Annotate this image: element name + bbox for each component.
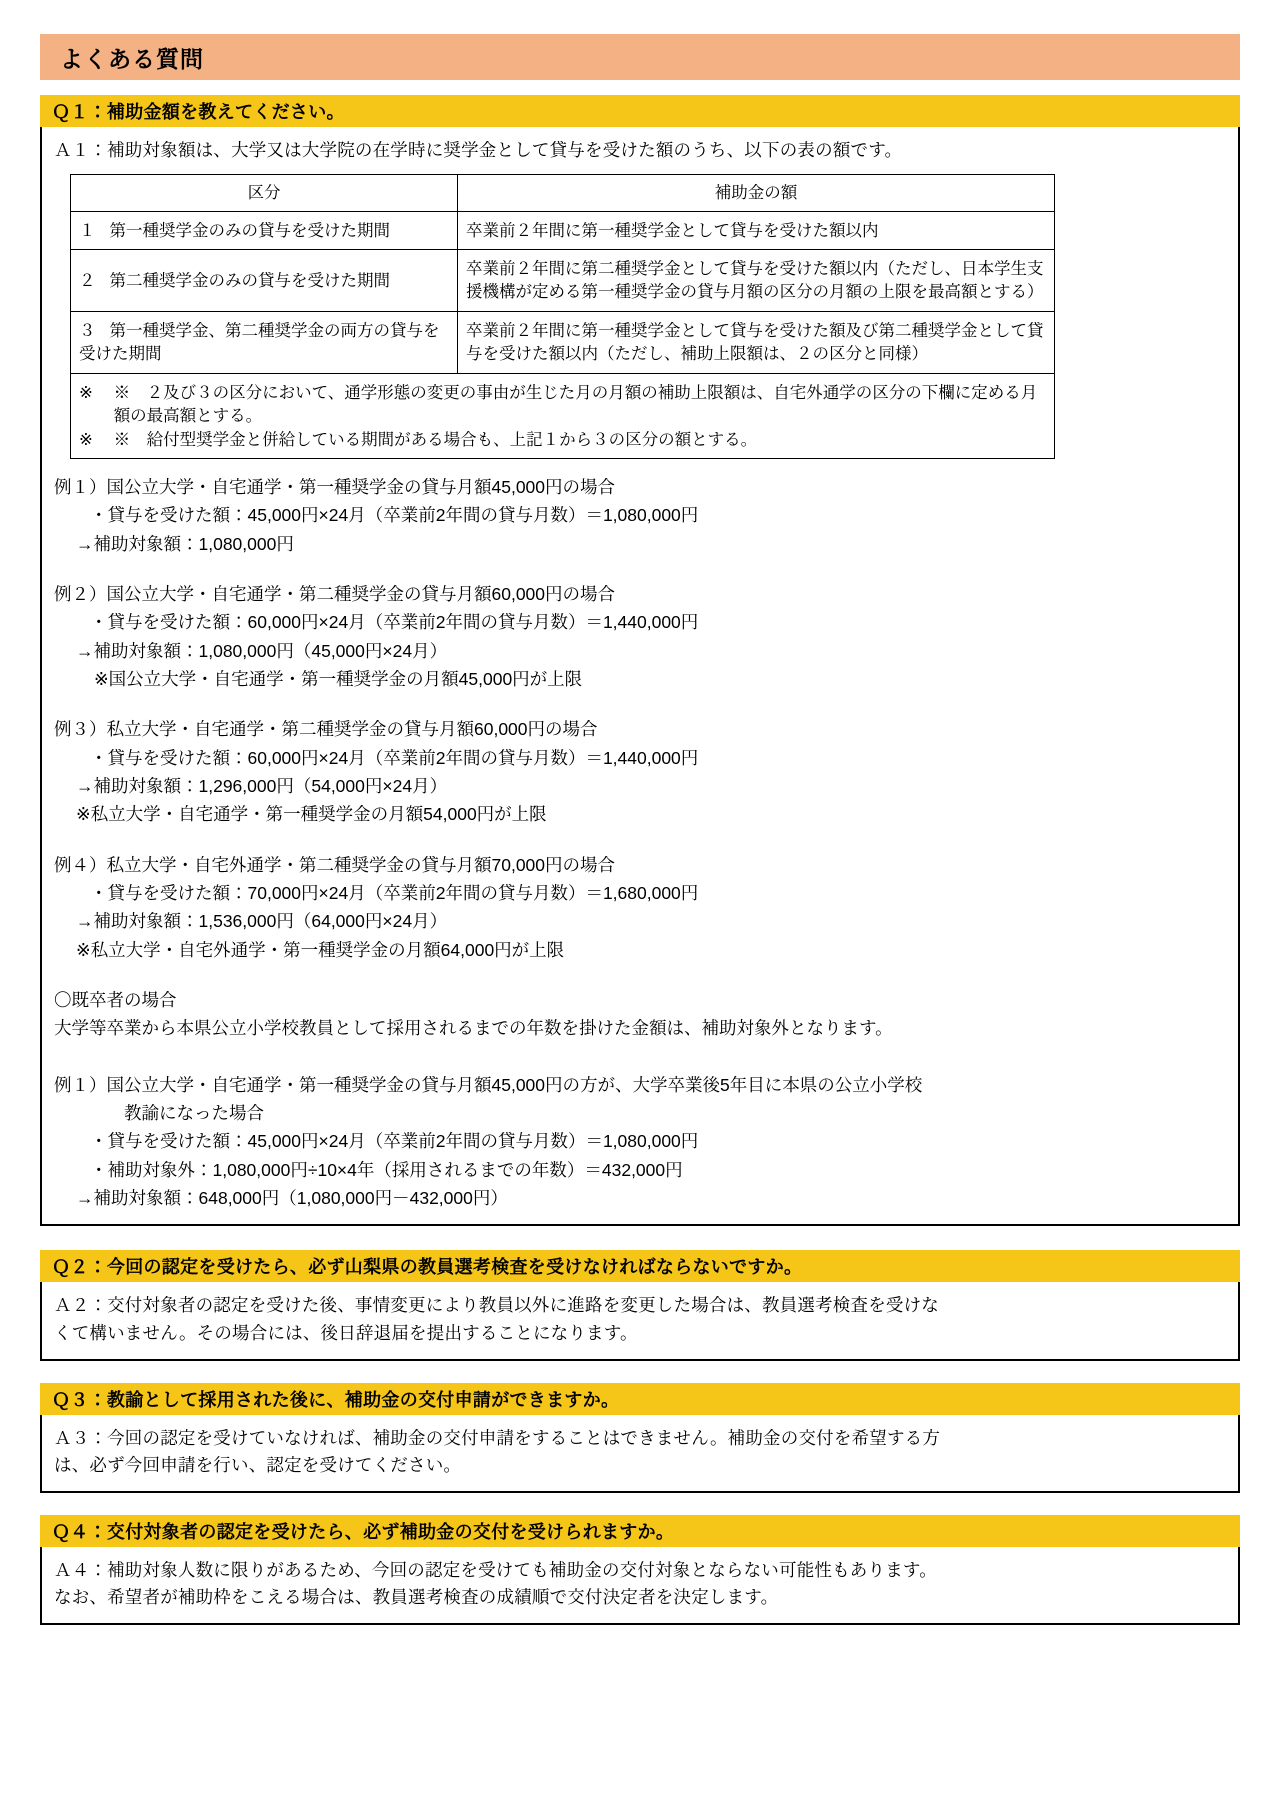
example-line: →補助対象額：1,296,000円（54,000円×24月）: [76, 776, 448, 797]
page-banner: [40, 34, 1240, 80]
row-category-text: 第一種奨学金のみの貸与を受けた期間: [109, 220, 390, 240]
spacer: [54, 1043, 1226, 1071]
graduate-description: 大学等卒業から本県公立小学校教員として採用されるまでの年数を掛けた金額は、補助対象外となります。: [54, 1018, 893, 1039]
example-title: 例４）私立大学・自宅外通学・第二種奨学金の貸与月額70,000円の場合: [54, 854, 616, 875]
example-title: 例３）私立大学・自宅通学・第二種奨学金の貸与月額60,000円の場合: [54, 719, 598, 740]
answer-line: なお、希望者が補助枠をこえる場合は、教員選考検査の成績順で交付決定者を決定します。: [54, 1587, 779, 1608]
question-bar-q3: [40, 1383, 1240, 1415]
table-notes-cell: [71, 373, 1055, 458]
row-category-text: 第二種奨学金のみの貸与を受けた期間: [109, 270, 390, 290]
example-title: 例１）国公立大学・自宅通学・第一種奨学金の貸与月額45,000円の場合: [54, 476, 616, 497]
answer-line: Ａ４：補助対象人数に限りがあるため、今回の認定を受けても補助金の交付対象とならない可能性もあります。: [54, 1559, 937, 1580]
examples-section: [54, 473, 1226, 1213]
table-note-text: ※ 給付型奨学金と併給している期間がある場合も、上記１から３の区分の額とする。: [113, 429, 758, 449]
table-row: [71, 249, 1055, 311]
table-row: [71, 311, 1055, 373]
example-line: ・貸与を受けた額：45,000円×24月（卒業前2年間の貸与月数）＝1,080,000円: [90, 505, 699, 526]
example-note: ※私立大学・自宅通学・第一種奨学金の月額54,000円が上限: [76, 804, 547, 825]
classification-table: [70, 174, 1055, 459]
page-title: よくある質問: [60, 45, 204, 72]
example-title: 例２）国公立大学・自宅通学・第二種奨学金の貸与月額60,000円の場合: [54, 583, 616, 604]
answer-line: くて構いません。その場合には、後日辞退届を提出することになります。: [54, 1322, 638, 1343]
note-marker-icon: ※: [79, 382, 93, 402]
question-bar-q1: [40, 95, 1240, 127]
answer-box-q3: [40, 1415, 1240, 1493]
table-note: [79, 381, 1046, 428]
note-marker-icon: ※: [79, 429, 93, 449]
question-text-q3: Ｑ３：教諭として採用された後に、補助金の交付申請ができますか。: [52, 1389, 620, 1410]
table-header-row: [71, 175, 1055, 211]
qa-group-q2: [40, 1250, 1240, 1360]
row-number: １: [79, 220, 96, 240]
graduate-section: [54, 986, 1226, 1212]
example-note: ※国公立大学・自宅通学・第一種奨学金の月額45,000円が上限: [94, 668, 583, 689]
table-notes-row: [71, 373, 1055, 458]
example-line: →補助対象額：1,080,000円: [76, 533, 294, 554]
example-line: →補助対象額：1,536,000円（64,000円×24月）: [76, 911, 448, 932]
table-cell-category: [71, 211, 458, 249]
question-text-q1: Ｑ１：補助金額を教えてください。: [52, 102, 345, 122]
example-group-4: [54, 851, 1226, 964]
table-cell-category: [71, 249, 458, 311]
classification-table-wrap: [70, 174, 1055, 459]
example-group-3: [54, 715, 1226, 828]
graduate-example-line: ・補助対象外：1,080,000円÷10×4年（採用されるまでの年数）＝432,000円: [90, 1159, 683, 1180]
answer-line: Ａ２：交付対象者の認定を受けた後、事情変更により教員以外に進路を変更した場合は、教員選考検査を受けな: [54, 1295, 939, 1316]
table-cell-amount: 卒業前２年間に第一種奨学金として貸与を受けた額以内: [458, 211, 1055, 249]
table-row: [71, 211, 1055, 249]
qa-group-q1: [40, 95, 1240, 1226]
graduate-example-title-cont: 教諭になった場合: [124, 1103, 264, 1124]
question-bar-q2: [40, 1250, 1240, 1282]
row-number: ２: [79, 270, 96, 290]
example-line: →補助対象額：1,080,000円（45,000円×24月）: [76, 640, 448, 661]
question-bar-q4: [40, 1515, 1240, 1547]
example-note: ※私立大学・自宅外通学・第一種奨学金の月額64,000円が上限: [76, 939, 565, 960]
table-note-text: ※ ２及び３の区分において、通学形態の変更の事由が生じた月の月額の補助上限額は、自宅外通学の区分の下欄に定める月額の最高額とする。: [113, 382, 1038, 426]
example-group-1: [54, 473, 1226, 558]
table-cell-amount: 卒業前２年間に第二種奨学金として貸与を受けた額以内（ただし、日本学生支援機構が定める第一種奨学金の貸与月額の区分の月額の上限を最高額とする）: [458, 249, 1055, 311]
answer-box-q2: [40, 1282, 1240, 1360]
answer-line: は、必ず今回申請を行い、認定を受けてください。: [54, 1454, 462, 1475]
row-category-text: 第一種奨学金、第二種奨学金の両方の貸与を受けた期間: [79, 320, 440, 364]
graduate-example-line: ・貸与を受けた額：45,000円×24月（卒業前2年間の貸与月数）＝1,080,000円: [90, 1131, 699, 1152]
example-group-2: [54, 580, 1226, 693]
graduate-heading: 〇既卒者の場合: [54, 990, 177, 1011]
qa-group-q3: [40, 1383, 1240, 1493]
answer-line: Ａ３：今回の認定を受けていなければ、補助金の交付申請をすることはできません。補助金の交付を希望する方: [54, 1427, 941, 1448]
qa-group-q4: [40, 1515, 1240, 1625]
graduate-example-line: →補助対象額：648,000円（1,080,000円－432,000円）: [76, 1188, 508, 1209]
row-number: ３: [79, 320, 96, 340]
example-line: ・貸与を受けた額：70,000円×24月（卒業前2年間の貸与月数）＝1,680,000円: [90, 883, 699, 904]
example-line: ・貸与を受けた額：60,000円×24月（卒業前2年間の貸与月数）＝1,440,000円: [90, 747, 699, 768]
question-text-q2: Ｑ２：今回の認定を受けたら、必ず山梨県の教員選考検査を受けなければならないですか。: [52, 1257, 803, 1278]
table-cell-category: [71, 311, 458, 373]
graduate-example-title: 例１）国公立大学・自宅通学・第一種奨学金の貸与月額45,000円の方が、大学卒業後5年目に本県の公立小学校: [54, 1074, 923, 1095]
question-text-q4: Ｑ４：交付対象者の認定を受けたら、必ず補助金の交付を受けられますか。: [52, 1521, 675, 1542]
table-cell-amount: 卒業前２年間に第一種奨学金として貸与を受けた額及び第二種奨学金として貸与を受けた額以内（ただし、補助上限額は、２の区分と同様）: [458, 311, 1055, 373]
answer-box-q4: [40, 1547, 1240, 1625]
example-line: ・貸与を受けた額：60,000円×24月（卒業前2年間の貸与月数）＝1,440,000円: [90, 612, 699, 633]
answer-box-q1: [40, 127, 1240, 1226]
table-note: [79, 428, 1046, 451]
table-header-category: 区分: [71, 175, 458, 211]
answer-intro-q1: Ａ１：補助対象額は、大学又は大学院の在学時に奨学金として貸与を受けた額のうち、以下の表の額です。: [54, 140, 903, 160]
table-header-amount: 補助金の額: [458, 175, 1055, 211]
